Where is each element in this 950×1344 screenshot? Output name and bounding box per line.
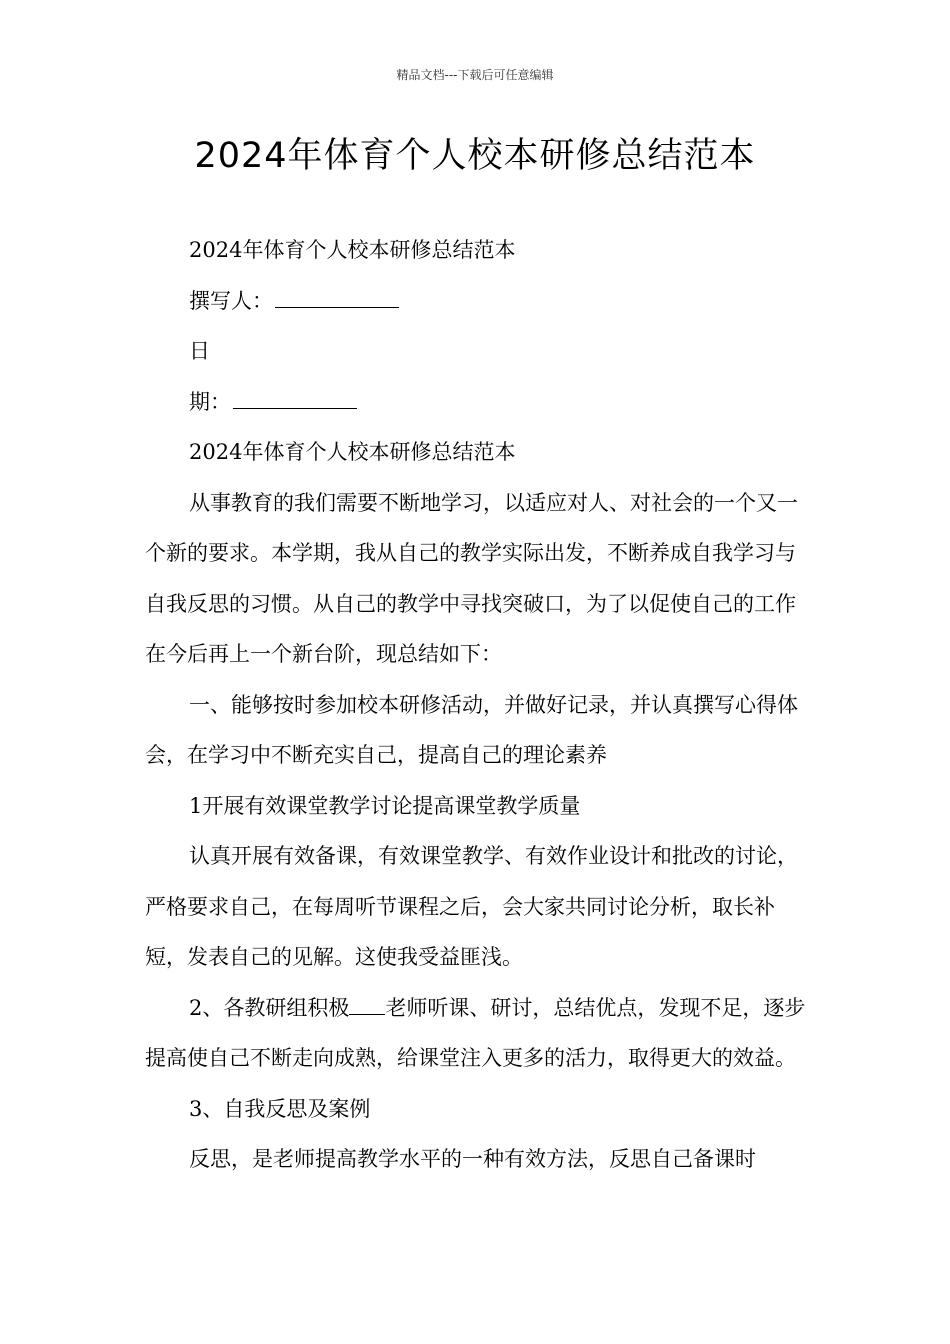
author-field [145, 276, 810, 327]
item1-body: 认真开展有效备课，有效课堂教学、有效作业设计和批改的讨论，严格要求自己，在每周听节课程之后，会大家共同讨论分析，取长补短，发表自己的见解。这使我受益匪浅。 [145, 844, 798, 969]
document-body [145, 225, 810, 1185]
subtitle: 2024年体育个人校本研修总结范本 [189, 238, 516, 262]
item2-paragraph [145, 983, 810, 1084]
document-title: 2024年体育个人校本研修总结范本 [194, 136, 756, 176]
item3-heading: 3、自我反思及案例 [189, 1096, 371, 1121]
author-label: 撰写人： [189, 288, 273, 313]
item2-blank [349, 1000, 385, 1015]
date-label-line1: 日 [189, 339, 210, 363]
date-field [145, 377, 810, 428]
date-label: 期： [189, 389, 231, 414]
subtitle-repeat: 2024年体育个人校本研修总结范本 [189, 440, 516, 464]
date-blank [233, 394, 357, 409]
item2-text-end: 老师听课、研讨，总结优点，发现不足，逐步提高使自己不断走向成熟，给课堂注入更多的活力，取得更大的效益。 [145, 995, 806, 1070]
author-blank [275, 293, 399, 308]
item1-heading: 1开展有效课堂教学讨论提高课堂教学质量 [189, 793, 581, 818]
header-note: 精品文档---下载后可任意编辑 [396, 68, 554, 82]
item2-text-start: 2、各教研组积极 [189, 995, 350, 1020]
item3-body: 反思，是老师提高教学水平的一种有效方法，反思自己备课时 [189, 1147, 756, 1171]
paragraph-intro: 从事教育的我们需要不断地学习，以适应对人、对社会的一个又一个新的要求。本学期，我从自己的教学实际出发，不断养成自我学习与自我反思的习惯。从自己的教学中寻找突破口，为了以促使自己的工作在今后再上一个新台阶，现总结如下： [145, 490, 798, 666]
paragraph-section1: 一、能够按时参加校本研修活动，并做好记录，并认真撰写心得体会，在学习中不断充实自己，提高自己的理论素养 [145, 692, 798, 767]
